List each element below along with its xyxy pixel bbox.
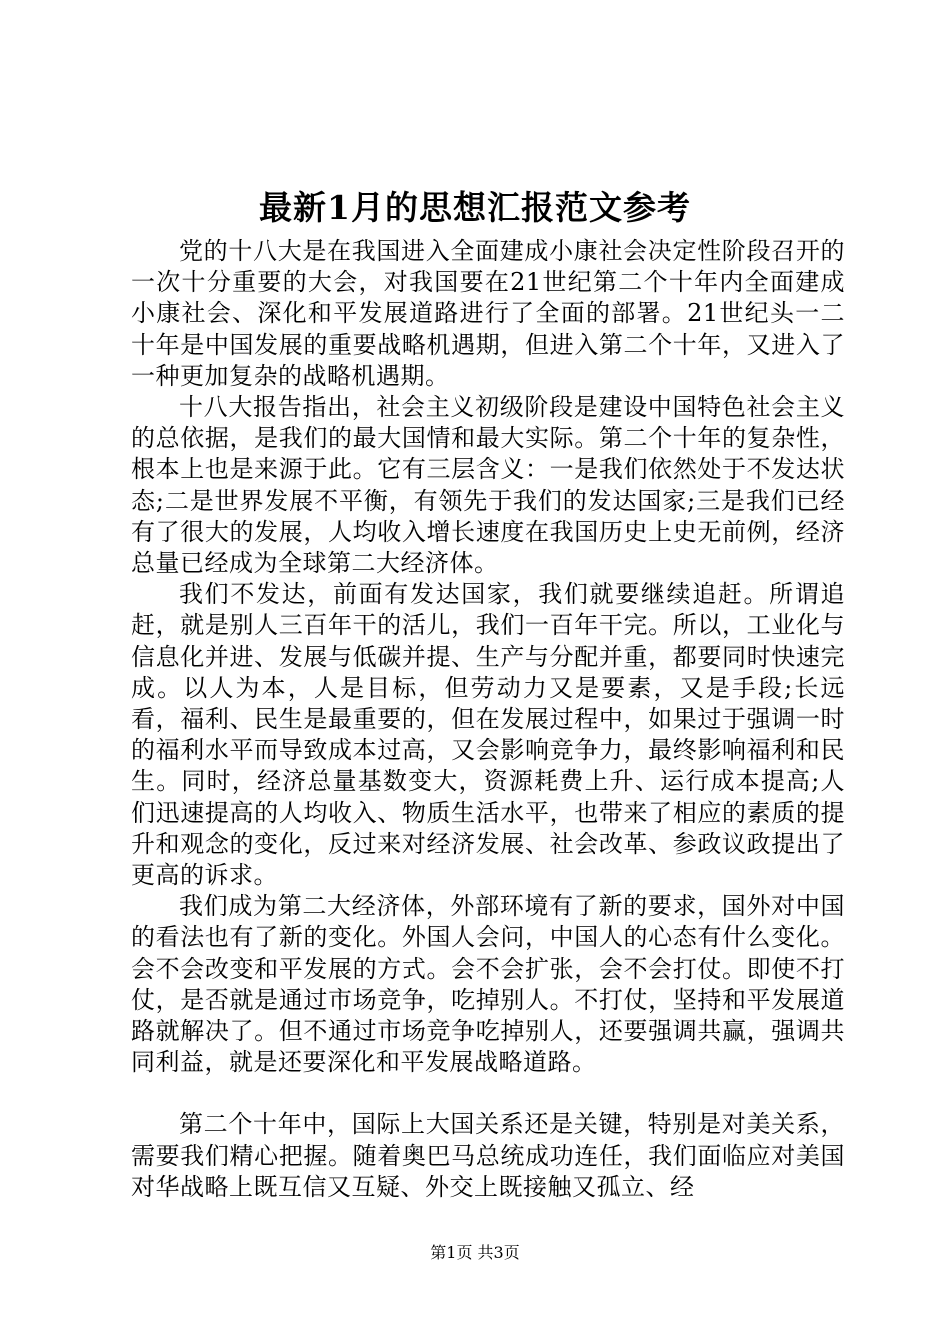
paragraph-3: 我们不发达，前面有发达国家，我们就要继续追赶。所谓追赶，就是别人三百年干的活儿，我们一百年干完。所以，工业化与信息化并进、发展与低碳并提、生产与分配并重，都要同时快速完成。以人为本，人是目标，但劳动力又是要素，又是手段;长远看，福利、民生是最重要的，但在发展过程中，如果过于强调一时的福利水平而导致成本过高，又会影响竞争力，最终影响福利和民生。同时，经济总量基数变大，资源耗费上升、运行成本提高;人们迅速提高的人均收入、物质生活水平，也带来了相应的素质的提升和观念的变化，反过来对经济发展、社会改革、参政议政提出了更高的诉求。 bbox=[131, 580, 845, 890]
document-title: 最新1月的思想汇报范文参考 bbox=[259, 188, 691, 227]
page-footer: 第1页 共3页 bbox=[430, 1243, 520, 1262]
paragraph-4: 我们成为第二大经济体，外部环境有了新的要求，国外对中国的看法也有了新的变化。外国人会问，中国人的心态有什么变化。会不会改变和平发展的方式。会不会扩张，会不会打仗。即使不打仗，是否就是通过市场竞争，吃掉别人。不打仗，坚持和平发展道路就解决了。但不通过市场竞争吃掉别人，还要强调共赢，强调共同利益，就是还要深化和平发展战略道路。 bbox=[131, 892, 845, 1077]
paragraph-5: 第二个十年中，国际上大国关系还是关键，特别是对美关系，需要我们精心把握。随着奥巴马总统成功连任，我们面临应对美国对华战略上既互信又互疑、外交上既接触又孤立、经 bbox=[131, 1110, 845, 1201]
document-body bbox=[131, 236, 845, 1203]
paragraph-1: 党的十八大是在我国进入全面建成小康社会决定性阶段召开的一次十分重要的大会，对我国要在21世纪第二个十年内全面建成小康社会、深化和平发展道路进行了全面的部署。21世纪头一二十年是中国发展的重要战略机遇期，但进入第二个十年，又进入了一种更加复杂的战略机遇期。 bbox=[131, 237, 845, 390]
paragraph-2: 十八大报告指出，社会主义初级阶段是建设中国特色社会主义的总依据，是我们的最大国情和最大实际。第二个十年的复杂性，根本上也是来源于此。它有三层含义：一是我们依然处于不发达状态;二是世界发展不平衡，有领先于我们的发达国家;三是我们已经有了很大的发展，人均收入增长速度在我国历史上史无前例，经济总量已经成为全球第二大经济体。 bbox=[131, 393, 845, 578]
